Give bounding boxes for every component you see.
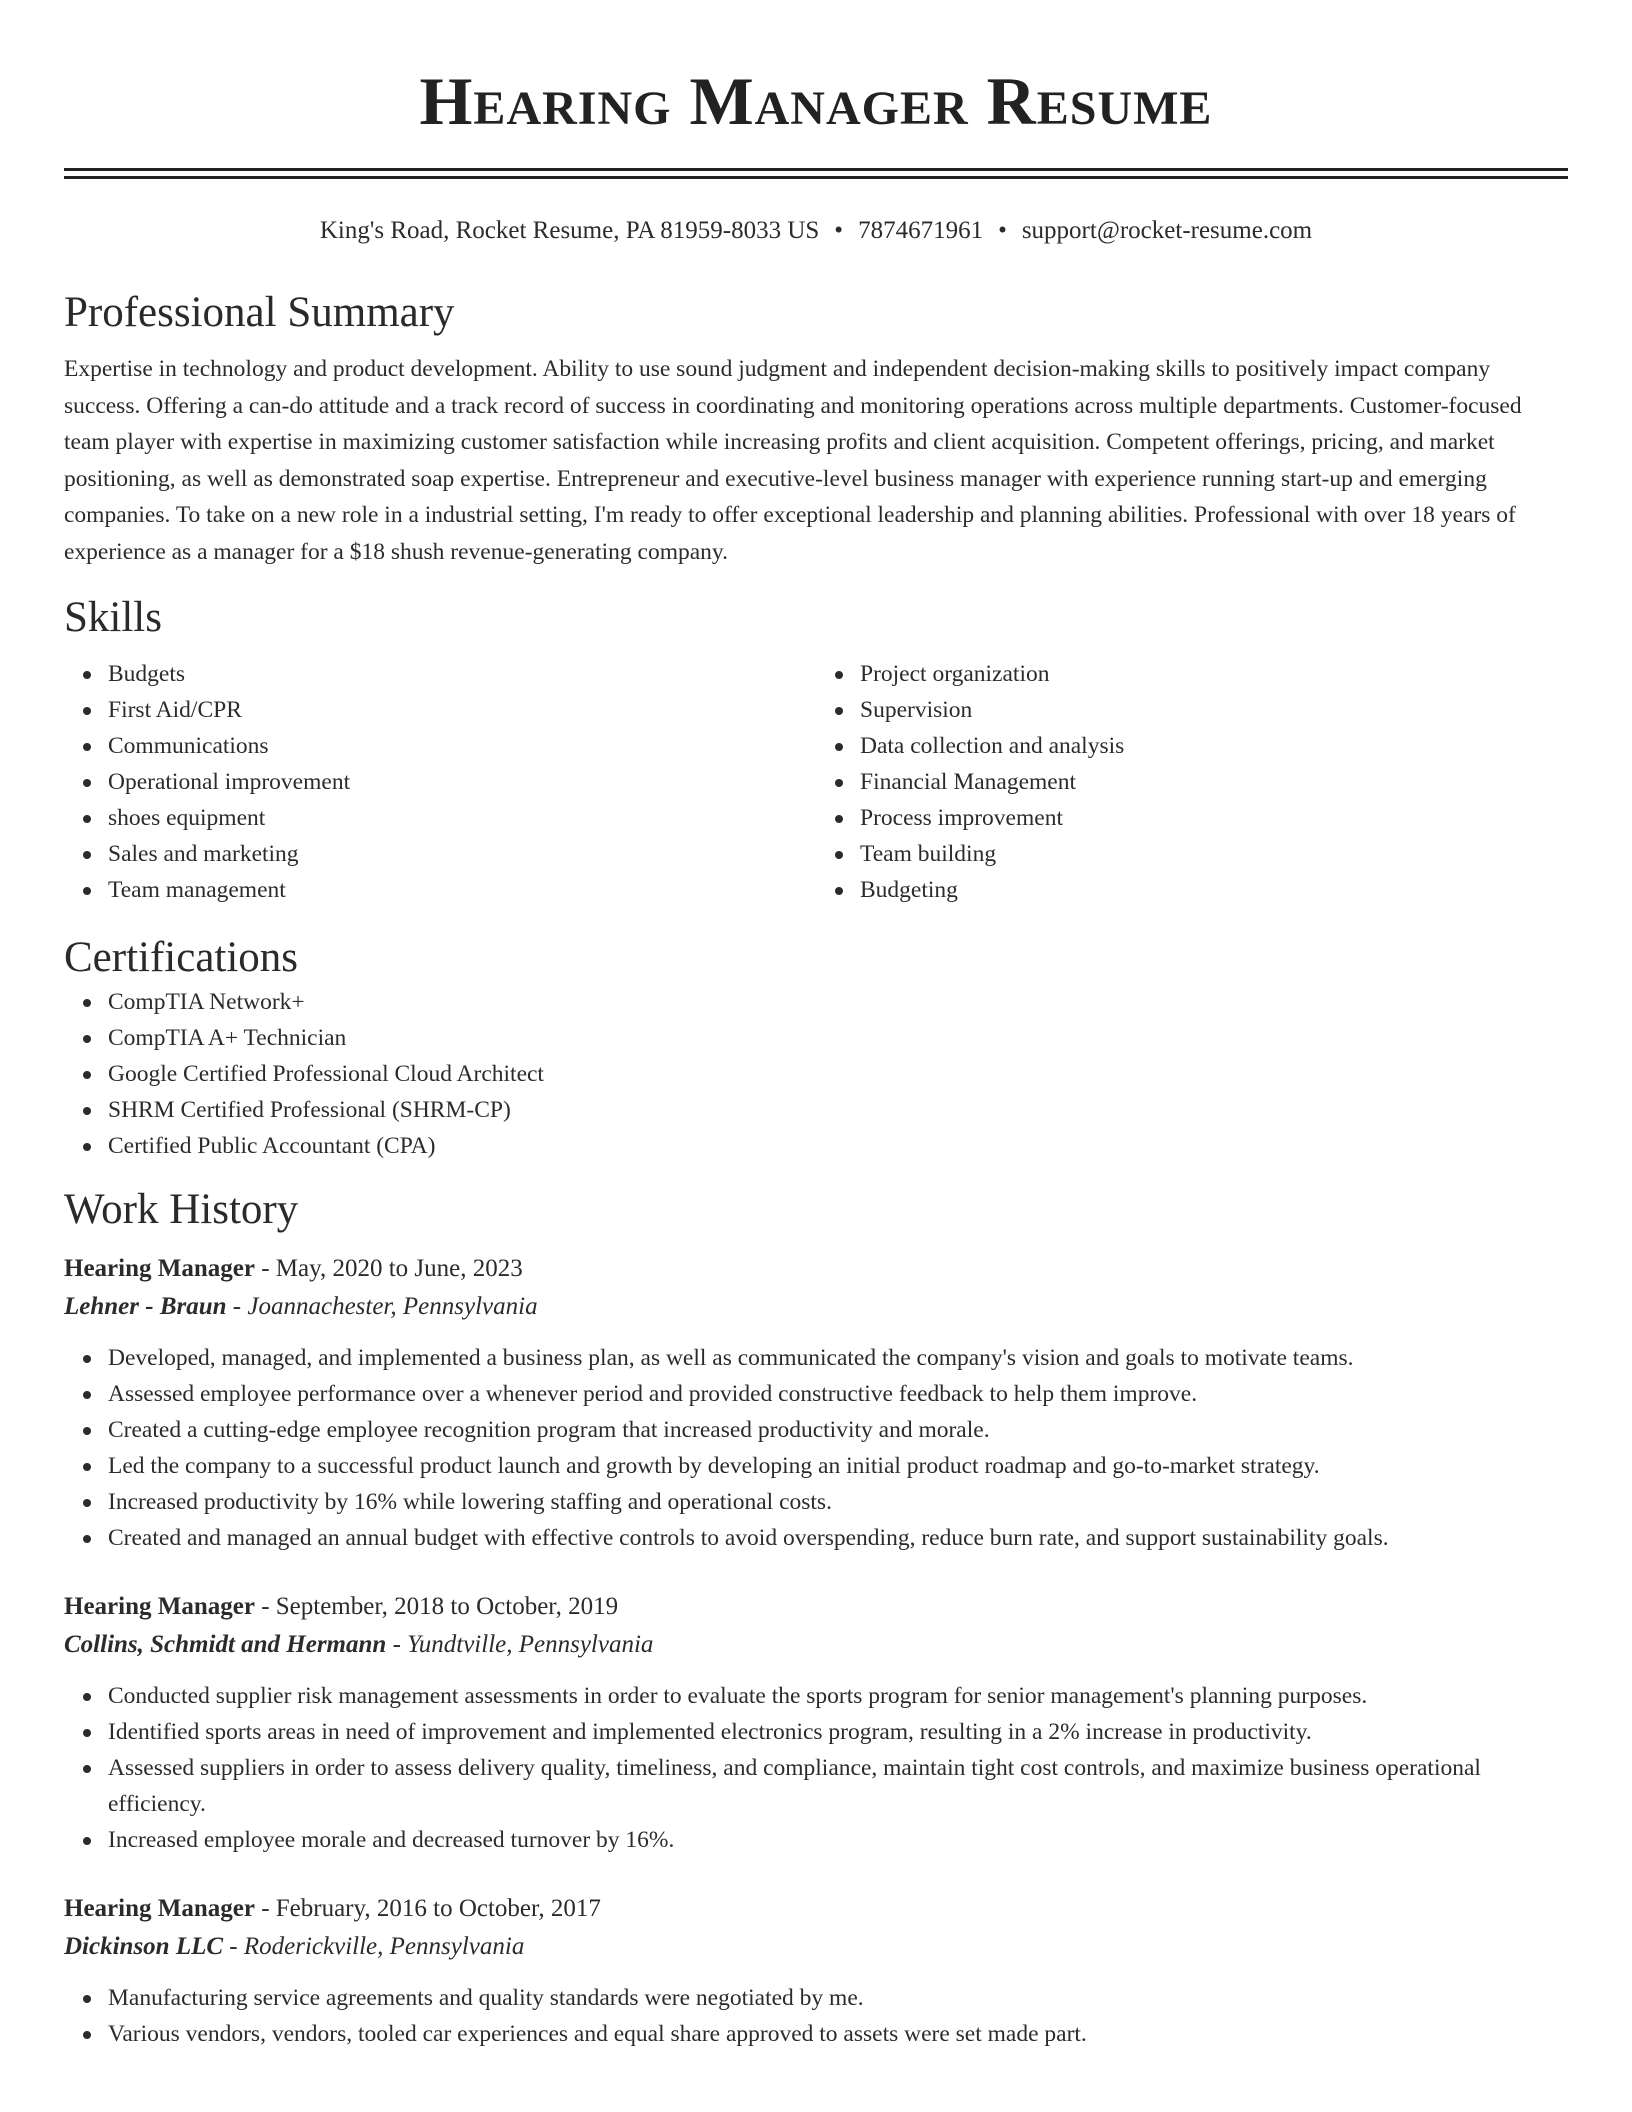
resume-page [64, 0, 1568, 2052]
contact-line [64, 215, 1568, 247]
skill-item: Project organization [860, 656, 1568, 692]
job-bullet: Conducted supplier risk management assessments in order to evaluate the sports program for senior management's planning purposes. [108, 1678, 1568, 1714]
contact-phone: 7874671961 [858, 217, 984, 244]
certifications-list [64, 984, 1568, 1164]
job-company: Dickinson LLC [64, 1933, 224, 1960]
work-history-heading: Work History [64, 1186, 299, 1233]
job-dash: - [386, 1631, 408, 1658]
job-entry [64, 1250, 1568, 1556]
job-role: Hearing Manager [64, 1255, 255, 1282]
job-dash: - [226, 1293, 248, 1320]
job-bullet: Assessed employee performance over a whenever period and provided constructive feedback to help them improve. [108, 1376, 1568, 1412]
job-entry [64, 1588, 1568, 1858]
certification-item: CompTIA A+ Technician [108, 1020, 1568, 1056]
job-bullets [64, 1340, 1568, 1556]
contact-separator: • [998, 217, 1007, 244]
certification-item: SHRM Certified Professional (SHRM-CP) [108, 1092, 1568, 1128]
skills-columns [64, 656, 1568, 908]
job-company-line [64, 1626, 1568, 1664]
job-bullet: Increased productivity by 16% while lowering staffing and operational costs. [108, 1484, 1568, 1520]
job-location: Joannachester, Pennsylvania [247, 1293, 538, 1320]
job-bullet: Created a cutting-edge employee recognition program that increased productivity and morale. [108, 1412, 1568, 1448]
job-bullets [64, 1678, 1568, 1858]
job-company: Lehner - Braun [64, 1293, 227, 1320]
skill-item: Data collection and analysis [860, 728, 1568, 764]
job-bullet: Manufacturing service agreements and quality standards were negotiated by me. [108, 1980, 1568, 2016]
job-header [64, 1588, 1568, 1626]
job-bullet: Various vendors, vendors, tooled car experiences and equal share approved to assets were set made part. [108, 2016, 1568, 2052]
summary-text: Expertise in technology and product development. Ability to use sound judgment and independent decision-making skills to positively impact company success. Offering a can-do attitude and a track record of success in coordinating and monitoring operations across multiple departments. Customer-focused team player with expertise in maximizing customer satisfaction while increasing profits and client acquisition. Competent offerings, pricing, and market positioning, as well as demonstrated soap expertise. Entrepreneur and executive-level business manager with experience running start-up and emerging companies. To take on a new role in a industrial setting, I'm ready to offer exceptional leadership and planning abilities. Professional with over 18 years of experience as a manager for a $18 shush revenue-generating company. [64, 356, 1522, 565]
skill-item: Team building [860, 836, 1568, 872]
certification-item: Certified Public Accountant (CPA) [108, 1128, 1568, 1164]
job-header [64, 1250, 1568, 1288]
contact-address: King's Road, Rocket Resume, PA 81959-8033 US [319, 217, 820, 244]
skill-item: Communications [108, 728, 816, 764]
job-header [64, 1890, 1568, 1928]
contact-separator: • [834, 217, 844, 244]
job-bullet: Led the company to a successful product launch and growth by developing an initial product roadmap and go-to-market strategy. [108, 1448, 1568, 1484]
job-role: Hearing Manager [64, 1895, 255, 1922]
skill-item: Operational improvement [108, 764, 816, 800]
certification-item: Google Certified Professional Cloud Architect [108, 1056, 1568, 1092]
job-entry [64, 1890, 1568, 2052]
skill-item: Team management [108, 872, 816, 908]
summary-heading: Professional Summary [64, 289, 455, 336]
certifications-heading: Certifications [64, 934, 299, 981]
job-bullet: Identified sports areas in need of improvement and implemented electronics program, resulting in a 2% increase in productivity. [108, 1714, 1568, 1750]
skills-heading: Skills [64, 594, 162, 641]
skills-right-list [816, 656, 1568, 908]
skill-item: Financial Management [860, 764, 1568, 800]
job-company: Collins, Schmidt and Hermann [64, 1631, 387, 1658]
job-bullet: Increased employee morale and decreased turnover by 16%. [108, 1822, 1568, 1858]
job-dash: - [223, 1933, 244, 1960]
certification-item: CompTIA Network+ [108, 984, 1568, 1020]
job-bullet: Assessed suppliers in order to assess delivery quality, timeliness, and compliance, maintain tight cost controls, and maximize business operational efficiency. [108, 1750, 1568, 1822]
skills-left-list [64, 656, 816, 908]
skill-item: First Aid/CPR [108, 692, 816, 728]
job-dates: February, 2016 to October, 2017 [275, 1895, 601, 1922]
job-location: Yundtville, Pennsylvania [407, 1631, 654, 1658]
skill-item: shoes equipment [108, 800, 816, 836]
skill-item: Supervision [860, 692, 1568, 728]
skill-item: Sales and marketing [108, 836, 816, 872]
job-company-line [64, 1288, 1568, 1326]
contact-email: support@rocket-resume.com [1021, 217, 1313, 244]
skill-item: Budgets [108, 656, 816, 692]
resume-title: Hearing Manager Resume [419, 63, 1213, 139]
job-company-line [64, 1928, 1568, 1966]
job-bullet: Created and managed an annual budget with effective controls to avoid overspending, reduce burn rate, and support sustainability goals. [108, 1520, 1568, 1556]
job-dash: - [254, 1895, 276, 1922]
job-dates: May, 2020 to June, 2023 [275, 1255, 523, 1282]
job-dates: September, 2018 to October, 2019 [275, 1593, 619, 1620]
skill-item: Budgeting [860, 872, 1568, 908]
title-divider-top [64, 168, 1568, 171]
job-bullet: Developed, managed, and implemented a business plan, as well as communicated the company's vision and goals to motivate teams. [108, 1340, 1568, 1376]
job-role: Hearing Manager [64, 1593, 255, 1620]
job-location: Roderickville, Pennsylvania [243, 1933, 525, 1960]
job-bullets [64, 1980, 1568, 2052]
title-divider-bottom [64, 176, 1568, 179]
skill-item: Process improvement [860, 800, 1568, 836]
job-dash: - [254, 1255, 276, 1282]
job-dash: - [254, 1593, 276, 1620]
